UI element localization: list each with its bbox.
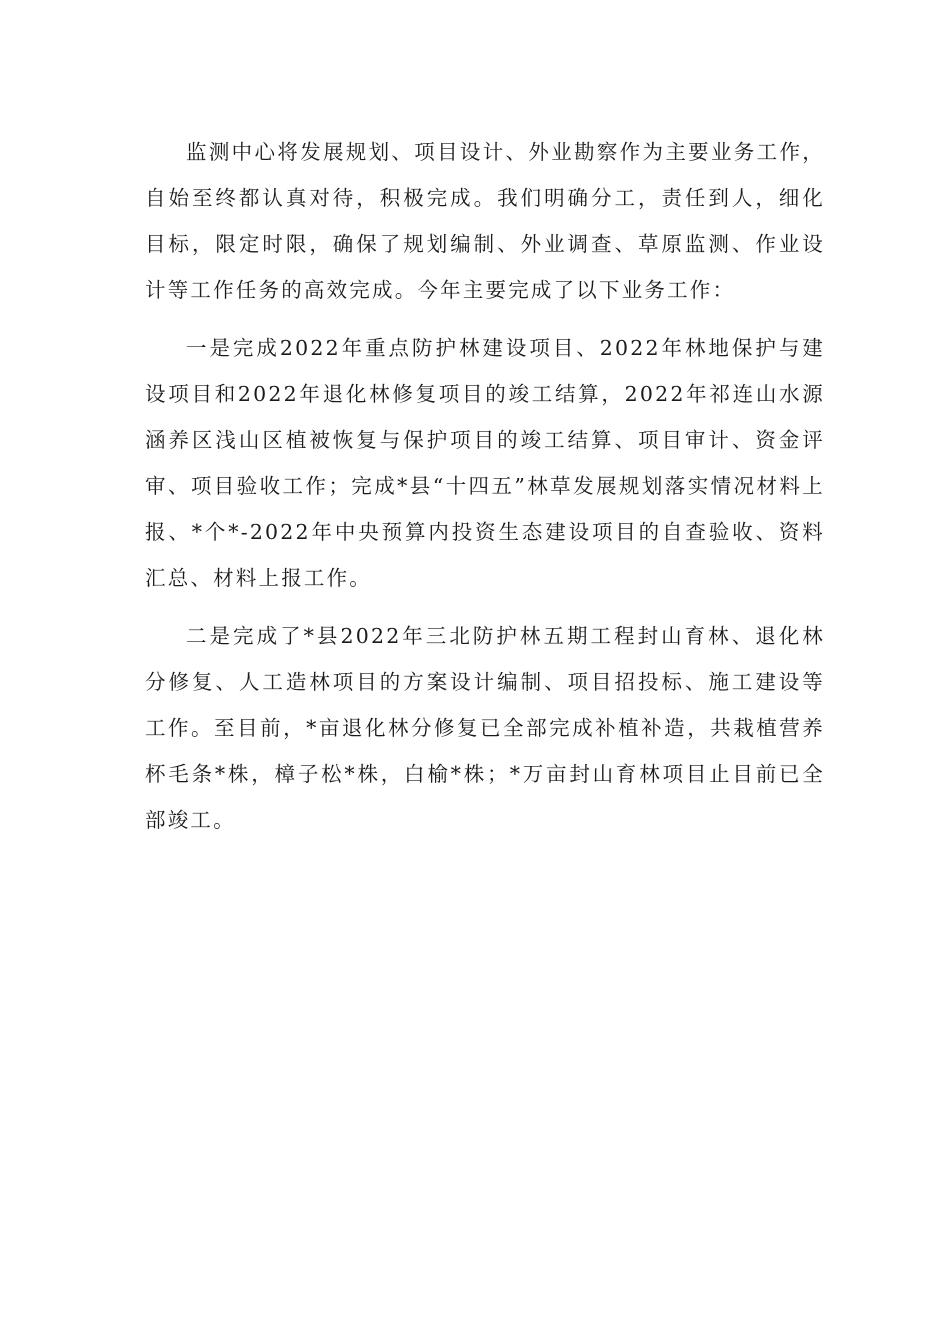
paragraph-item-one: 一是完成2022年重点防护林建设项目、2022年林地保护与建设项目和2022年退化林修复项目的竣工结算，2022年祁连山水源涵养区浅山区植被恢复与保护项目的竣工结算、项目审计、资金评审、项目验收工作；完成*县“十四五”林草发展规划落实情况材料上报、*个*-2022年中央预算内投资生态建设项目的自查验收、资料汇总、材料上报工作。 bbox=[145, 336, 825, 590]
paragraph-item-two: 二是完成了*县2022年三北防护林五期工程封山育林、退化林分修复、人工造林项目的方案设计编制、项目招投标、施工建设等工作。至目前，*亩退化林分修复已全部完成补植补造，共栽植营养杯毛条*株，樟子松*株，白榆*株；*万亩封山育林项目止目前已全部竣工。 bbox=[145, 624, 825, 832]
paragraph-intro: 监测中心将发展规划、项目设计、外业勘察作为主要业务工作，自始至终都认真对待，积极完成。我们明确分工，责任到人，细化目标，限定时限，确保了规划编制、外业调查、草原监测、作业设计等工作任务的高效完成。今年主要完成了以下业务工作： bbox=[145, 140, 825, 302]
document-body bbox=[145, 129, 825, 855]
